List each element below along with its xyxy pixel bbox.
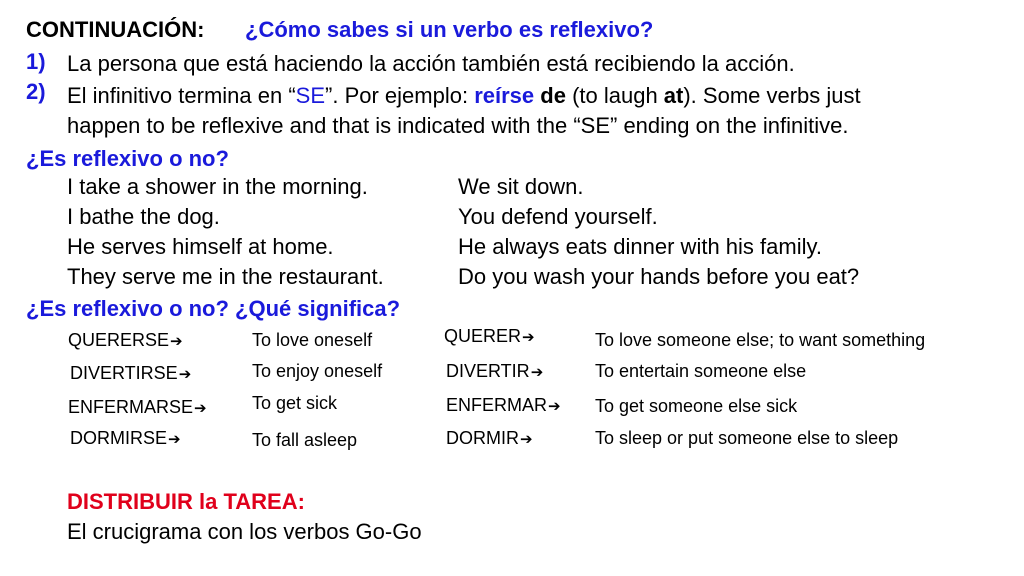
point-2-text-b: ”. Por ejemplo:	[325, 83, 475, 108]
verb-meaning-2: To entertain someone else	[595, 361, 807, 381]
verb-reflexive: DORMIRSE➔	[70, 428, 181, 448]
verb-meaning-2: To sleep or put someone else to sleep	[595, 428, 899, 448]
arrow-icon: ➔	[168, 431, 181, 448]
se-ending: SE	[295, 83, 326, 108]
point-2-line-2: happen to be reflexive and that is indicated with the “SE” ending on the infinitive.	[67, 113, 849, 138]
verb-reflexive: ENFERMARSE➔	[68, 397, 207, 417]
sentence-right-4: Do you wash your hands before you eat?	[458, 264, 860, 289]
verb-meaning: To get sick	[252, 393, 338, 413]
point-2-text-a: El infinitivo termina en “	[67, 83, 296, 108]
example-verb-reirse: reírse	[474, 83, 535, 108]
verb-reflexive: QUERERSE➔	[68, 330, 183, 350]
verb-meaning: To fall asleep	[252, 430, 358, 450]
arrow-icon: ➔	[520, 431, 533, 448]
point-2-text-d: ). Some verbs just	[683, 83, 861, 108]
verb-non-reflexive: QUERER➔	[444, 326, 535, 346]
sentence-right-3: He always eats dinner with his family.	[458, 234, 822, 259]
header-label: CONTINUACIÓN:	[26, 17, 205, 42]
verb-non-reflexive: DORMIR➔	[446, 428, 533, 448]
arrow-icon: ➔	[170, 333, 183, 350]
header-question: ¿Cómo sabes si un verbo es reflexivo?	[245, 17, 654, 42]
verb-meaning: To enjoy oneself	[252, 361, 383, 381]
sentence-right-2: You defend yourself.	[458, 204, 658, 229]
verb-non-reflexive: ENFERMAR➔	[446, 395, 561, 415]
point-1-number: 1)	[26, 49, 46, 74]
arrow-icon: ➔	[194, 400, 207, 417]
verb-non-reflexive: DIVERTIR➔	[446, 361, 544, 381]
verb-meaning-2: To get someone else sick	[595, 396, 798, 416]
section-2-heading: ¿Es reflexivo o no? ¿Qué significa?	[26, 296, 401, 321]
arrow-icon: ➔	[522, 329, 535, 346]
point-2-number: 2)	[26, 79, 46, 104]
arrow-icon: ➔	[530, 364, 544, 381]
point-1-text: La persona que está haciendo la acción también está recibiendo la acción.	[67, 51, 795, 76]
sentence-left-2: I bathe the dog.	[67, 204, 220, 229]
section-1-heading: ¿Es reflexivo o no?	[26, 146, 229, 171]
sentence-right-1: We sit down.	[458, 174, 584, 199]
verb-reflexive: DIVERTIRSE➔	[70, 363, 192, 383]
arrow-icon: ➔	[178, 366, 192, 383]
sentence-left-3: He serves himself at home.	[67, 234, 334, 259]
point-2-text-c: (to laugh	[565, 83, 664, 108]
sentence-left-1: I take a shower in the morning.	[67, 174, 368, 199]
example-preposition-at: at	[663, 83, 684, 108]
verb-meaning-2: To love someone else; to want something	[595, 330, 926, 350]
point-2-line-1	[67, 83, 861, 109]
example-preposition-de: de	[540, 83, 566, 108]
arrow-icon: ➔	[548, 398, 561, 415]
sentence-left-4: They serve me in the restaurant.	[67, 264, 384, 289]
homework-text: El crucigrama con los verbos Go-Go	[67, 519, 422, 544]
homework-title: DISTRIBUIR la TAREA:	[67, 489, 305, 514]
verb-meaning: To love oneself	[252, 330, 373, 350]
